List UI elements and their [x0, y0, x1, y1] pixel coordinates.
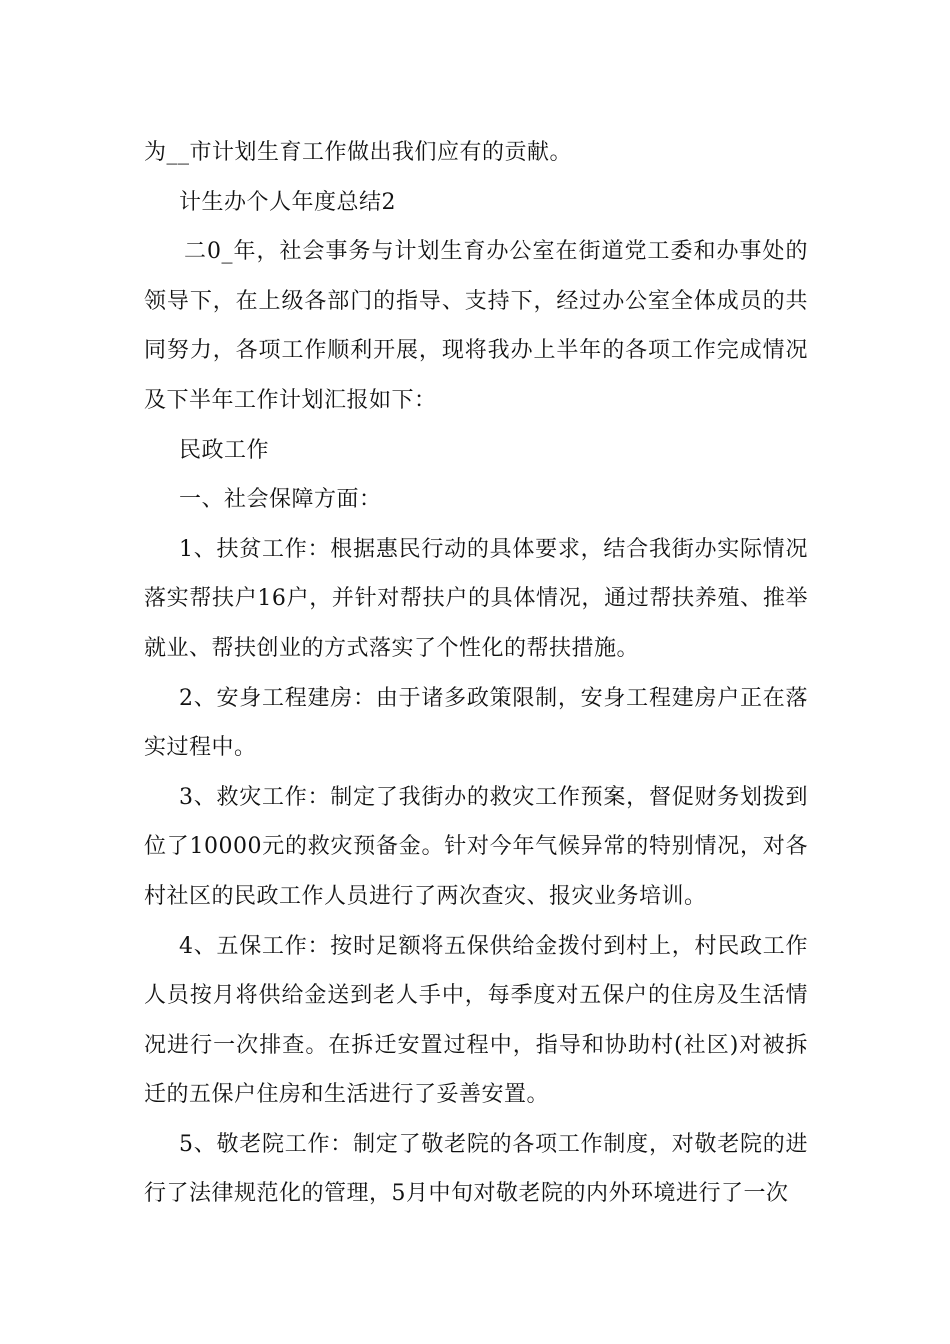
paragraph-item-4: 4、五保工作：按时足额将五保供给金拨付到村上，村民政工作人员按月将供给金送到老人手中，每季度对五保户的住房及生活情况进行一次排查。在拆迁安置过程中，指导和协助村(社区)对被拆迁的五保户住房和生活进行了妥善安置。 [144, 933, 808, 1108]
paragraph-item-3: 3、救灾工作：制定了我街办的救灾工作预案，督促财务划拨到位了10000元的救灾预备金。针对今年气候异常的特别情况，对各村社区的民政工作人员进行了两次查灾、报灾业务培训。 [144, 784, 808, 909]
section-heading: 计生办个人年度总结2 [179, 189, 396, 215]
paragraph-continuation: 为__市计划生育工作做出我们应有的贡献。 [144, 140, 573, 165]
section-heading-civil-affairs: 民政工作 [179, 437, 270, 463]
document-body [144, 128, 808, 1219]
paragraph-item-2: 2、安身工程建房：由于诸多政策限制，安身工程建房户正在落实过程中。 [144, 685, 808, 761]
subsection-heading-social-security: 一、社会保障方面： [179, 487, 382, 513]
paragraph-intro: 二0_年，社会事务与计划生育办公室在街道党工委和办事处的领导下，在上级各部门的指导、支持下，经过办公室全体成员的共同努力，各项工作顺利开展，现将我办上半年的各项工作完成情况及下半年工作计划汇报如下： [144, 239, 808, 413]
paragraph-item-5: 5、敬老院工作：制定了敬老院的各项工作制度，对敬老院的进行了法律规范化的管理，5月中旬对敬老院的内外环境进行了一次 [144, 1131, 808, 1207]
paragraph-item-1: 1、扶贫工作：根据惠民行动的具体要求，结合我街办实际情况落实帮扶户16户，并针对帮扶户的具体情况，通过帮扶养殖、推举就业、帮扶创业的方式落实了个性化的帮扶措施。 [144, 536, 808, 661]
